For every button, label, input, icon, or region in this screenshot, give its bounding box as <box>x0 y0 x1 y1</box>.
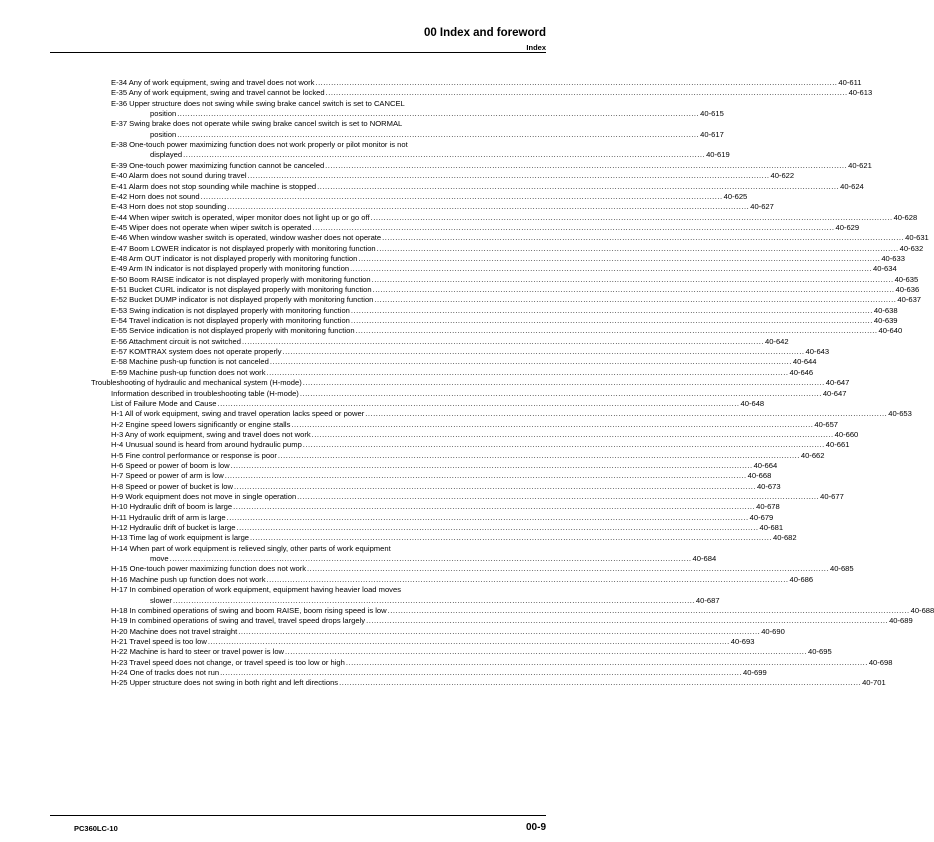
toc-entry-page: 40-615 <box>700 109 724 119</box>
toc-entry-title: E-55 Service indication is not displayed properly with monitoring function <box>111 326 355 336</box>
toc-entry-title: position <box>150 129 177 139</box>
toc-entry-title: H-22 Machine is hard to steer or travel power is low <box>111 647 285 657</box>
toc-entry-title: H-8 Speed or power of bucket is low <box>111 481 233 491</box>
toc-entry-title: E-37 Swing brake does not operate while swing brake cancel switch is set to NORMAL <box>111 119 403 129</box>
toc-entry <box>111 233 929 243</box>
toc-entry-title: E-45 Wiper does not operate when wiper switch is operated <box>111 222 312 232</box>
toc-entry-page: 40-688 <box>910 605 934 615</box>
toc-entry <box>111 544 546 554</box>
toc-entry-title: List of Failure Mode and Cause <box>111 398 217 408</box>
toc-leader-dots: ........................................................................................................................................................................................................ <box>233 481 756 491</box>
toc-entry <box>111 326 903 336</box>
toc-entry-title: E-47 Boom LOWER indicator is not displayed properly with monitoring function <box>111 243 376 253</box>
toc-entry-page: 40-668 <box>747 471 772 481</box>
toc-entry-page: 40-664 <box>753 460 778 470</box>
toc-entry <box>111 388 847 399</box>
toc-entry-title: position <box>150 109 177 119</box>
toc-entry <box>111 492 844 502</box>
toc-entry <box>111 626 785 637</box>
toc-entry-page: 40-643 <box>805 347 830 357</box>
toc-leader-dots: ........................................................................................................................................................................................................ <box>311 429 834 439</box>
toc-entry-title: H-10 Hydraulic drift of boom is large <box>111 502 233 512</box>
toc-entry-page: 40-647 <box>825 378 850 388</box>
toc-entry <box>111 78 862 88</box>
toc-leader-dots: ........................................................................................................................................................................................................ <box>226 512 749 522</box>
toc-entry-title: E-36 Upper structure does not swing while swing brake cancel switch is set to CANCEL <box>111 98 405 108</box>
toc-entry-title: E-44 When wiper switch is operated, wiper monitor does not light up or go off <box>111 212 370 222</box>
toc-entry <box>111 564 854 574</box>
header-subtitle: Index <box>526 43 546 52</box>
toc-entry <box>150 109 724 119</box>
toc-entry-page: 40-637 <box>897 295 922 305</box>
toc-entry-page: 40-647 <box>822 388 847 398</box>
toc-entry <box>111 160 872 171</box>
toc-entry <box>111 357 817 367</box>
toc-entry-page: 40-644 <box>792 357 817 367</box>
toc-entry-page: 40-632 <box>899 243 924 253</box>
toc-entry-title: E-49 Arm IN indicator is not displayed properly with monitoring function <box>111 264 350 274</box>
toc-leader-dots: ........................................................................................................................................................................................................ <box>200 191 723 201</box>
toc-leader-dots: ........................................................................................................................................................................................................ <box>325 160 848 170</box>
toc-entry <box>111 460 778 471</box>
toc-entry <box>111 253 905 264</box>
toc-leader-dots: ........................................................................................................................................................................................................ <box>238 626 761 636</box>
toc-entry <box>111 398 765 409</box>
toc-entry <box>111 222 860 233</box>
toc-entry <box>150 554 717 564</box>
toc-leader-dots: ........................................................................................................................................................................................................ <box>291 419 814 429</box>
toc-entry-page: 40-699 <box>743 667 767 677</box>
toc-entry <box>111 523 784 533</box>
toc-entry-page: 40-629 <box>835 222 860 232</box>
toc-leader-dots: ........................................................................................................................................................................................................ <box>358 253 881 263</box>
toc-entry-title: E-35 Any of work equipment, swing and travel cannot be locked <box>111 88 325 98</box>
toc-entry <box>111 419 839 430</box>
toc-entry <box>111 347 830 357</box>
toc-entry-title: move <box>150 554 169 564</box>
toc-entry-title: E-41 Alarm does not stop sounding while machine is stopped <box>111 181 317 191</box>
toc-entry-title: E-51 Bucket CURL indicator is not displayed properly with monitoring function <box>111 285 372 294</box>
toc-leader-dots: ........................................................................................................................................................................................................ <box>183 150 706 160</box>
toc-leader-dots: ........................................................................................................................................................................................................ <box>269 357 792 367</box>
toc-entry-page: 40-648 <box>740 398 765 408</box>
toc-leader-dots: ........................................................................................................................................................................................................ <box>345 657 868 667</box>
toc-entry <box>111 647 832 657</box>
toc-entry <box>111 336 789 347</box>
toc-entry-page: 40-642 <box>764 336 789 346</box>
toc-entry <box>111 512 774 523</box>
toc-entry-title: E-43 Horn does not stop sounding <box>111 202 227 212</box>
toc-entry-title: E-54 Travel indication is not displayed properly with monitoring function <box>111 316 350 326</box>
footer-page-number: 00-9 <box>525 822 546 833</box>
toc-entry <box>111 574 814 585</box>
toc-entry <box>111 202 774 212</box>
toc-leader-dots: ........................................................................................................................................................................................................ <box>312 222 835 232</box>
toc-entry-title: H-13 Time lag of work equipment is large <box>111 533 250 543</box>
toc-entry-page: 40-685 <box>829 564 854 574</box>
toc-entry <box>111 678 886 688</box>
footer-model: PC360LC-10 <box>74 824 118 833</box>
toc-leader-dots: ........................................................................................................................................................................................................ <box>350 305 873 315</box>
toc-entry-title: H-19 In combined operations of swing and travel, travel speed drops largely <box>111 616 366 626</box>
header-rule <box>50 52 546 53</box>
toc-entry-title: H-15 One-touch power maximizing function does not work <box>111 564 306 574</box>
toc-entry-page: 40-638 <box>873 305 898 315</box>
toc-entry-title: H-2 Engine speed lowers significantly or engine stalls <box>111 419 291 429</box>
toc-entry <box>111 305 898 316</box>
toc-entry <box>111 585 546 595</box>
toc-entry-title: E-38 One-touch power maximizing function does not work properly or pilot monitor is not <box>111 140 408 150</box>
toc-leader-dots: ........................................................................................................................................................................................................ <box>297 492 820 501</box>
toc-leader-dots: ........................................................................................................................................................................................................ <box>250 533 772 543</box>
toc-entry-title: H-23 Travel speed does not change, or travel speed is too low or high <box>111 657 345 667</box>
toc-entry-page: 40-625 <box>723 191 748 201</box>
toc-entry-page: 40-673 <box>756 481 781 491</box>
toc-leader-dots: ........................................................................................................................................................................................................ <box>299 388 822 398</box>
toc-entry-page: 40-678 <box>756 502 780 512</box>
toc-entry <box>111 605 934 616</box>
toc-leader-dots: ........................................................................................................................................................................................................ <box>217 398 740 408</box>
toc-leader-dots: ........................................................................................................................................................................................................ <box>302 378 825 388</box>
toc-entry-title: E-46 When window washer switch is operated, window washer does not operate <box>111 233 382 243</box>
toc-entry <box>111 450 825 461</box>
toc-entry-title: H-4 Unusual sound is heard from around hydraulic pump <box>111 440 302 450</box>
toc-leader-dots: ........................................................................................................................................................................................................ <box>224 471 747 481</box>
toc-entry-title: Troubleshooting of hydraulic and mechanical system (H-mode) <box>91 378 302 388</box>
toc-entry <box>150 129 724 140</box>
toc-entry-title: H-14 When part of work equipment is relieved singly, other parts of work equipment <box>111 543 391 553</box>
toc-entry <box>150 595 720 606</box>
toc-entry-title: E-34 Any of work equipment, swing and travel does not work <box>111 78 315 87</box>
toc-entry-title: H-16 Machine push up function does not work <box>111 574 266 584</box>
toc-entry-title: H-17 In combined operation of work equipment, equipment having heavier load moves <box>111 585 401 595</box>
toc-leader-dots: ........................................................................................................................................................................................................ <box>365 409 888 419</box>
toc-leader-dots: ........................................................................................................................................................................................................ <box>230 460 753 470</box>
toc-entry-page: 40-687 <box>695 595 720 605</box>
toc-leader-dots: ........................................................................................................................................................................................................ <box>302 440 825 450</box>
toc-entry-title: H-11 Hydraulic drift of arm is large <box>111 512 226 522</box>
toc-entry <box>111 191 748 202</box>
toc-entry-page: 40-681 <box>759 523 784 533</box>
toc-entry-page: 40-661 <box>825 440 850 450</box>
toc-leader-dots: ........................................................................................................................................................................................................ <box>382 233 905 243</box>
toc-entry-page: 40-677 <box>820 492 844 501</box>
toc-entry <box>111 119 546 129</box>
toc-entry-page: 40-693 <box>730 636 755 646</box>
toc-leader-dots: ........................................................................................................................................................................................................ <box>371 274 894 284</box>
toc-entry-title: E-50 Boom RAISE indicator is not displayed properly with monitoring function <box>111 274 371 284</box>
toc-entry <box>111 440 850 450</box>
toc-entry-title: E-57 KOMTRAX system does not operate properly <box>111 347 282 357</box>
toc-entry-page: 40-628 <box>893 212 918 222</box>
toc-entry-page: 40-701 <box>862 678 886 688</box>
toc-leader-dots: ........................................................................................................................................................................................................ <box>325 88 848 98</box>
toc-entry-page: 40-640 <box>878 326 903 336</box>
toc-entry <box>111 367 814 378</box>
toc-leader-dots: ........................................................................................................................................................................................................ <box>317 181 840 191</box>
toc-entry <box>111 171 795 181</box>
toc-entry-page: 40-646 <box>789 367 814 377</box>
toc-leader-dots: ........................................................................................................................................................................................................ <box>220 667 743 677</box>
toc-leader-dots: ........................................................................................................................................................................................................ <box>207 636 730 646</box>
toc-entry <box>111 657 893 668</box>
toc-leader-dots: ........................................................................................................................................................................................................ <box>307 564 829 574</box>
toc-entry-title: H-6 Speed or power of boom is low <box>111 460 230 470</box>
toc-entry-page: 40-634 <box>873 264 897 274</box>
toc-entry <box>111 212 918 223</box>
toc-entry <box>111 181 864 192</box>
toc-entry-page: 40-653 <box>888 409 912 419</box>
toc-leader-dots: ........................................................................................................................................................................................................ <box>339 678 862 688</box>
toc-leader-dots: ........................................................................................................................................................................................................ <box>282 347 805 357</box>
toc-entry-title: E-42 Horn does not sound <box>111 191 200 201</box>
toc-entry-title: H-3 Any of work equipment, swing and travel does not work <box>111 429 311 439</box>
toc-entry-page: 40-660 <box>834 429 859 439</box>
toc-leader-dots: ........................................................................................................................................................................................................ <box>350 264 873 274</box>
toc-leader-dots: ........................................................................................................................................................................................................ <box>233 502 756 512</box>
toc-entry-title: E-53 Swing indication is not displayed properly with monitoring function <box>111 305 350 315</box>
toc-entry-title: E-39 One-touch power maximizing function cannot be canceled <box>111 160 325 170</box>
toc-entry <box>111 409 912 419</box>
toc-leader-dots: ........................................................................................................................................................................................................ <box>350 316 873 326</box>
toc-entry-title: H-21 Travel speed is too low <box>111 636 207 646</box>
toc-leader-dots: ........................................................................................................................................................................................................ <box>387 605 910 615</box>
toc-entry <box>111 285 920 295</box>
toc-entry <box>111 502 780 512</box>
toc-entry-title: H-9 Work equipment does not move in single operation <box>111 492 297 501</box>
toc-entry-page: 40-639 <box>873 316 898 326</box>
toc-entry-title: H-24 One of tracks does not run <box>111 667 220 677</box>
toc-entry <box>111 295 922 305</box>
toc-entry-page: 40-617 <box>700 129 724 139</box>
toc-leader-dots: ........................................................................................................................................................................................................ <box>374 295 897 305</box>
toc-entry-title: Information described in troubleshooting table (H-mode) <box>111 388 299 398</box>
toc-entry-title: E-52 Bucket DUMP indicator is not displayed properly with monitoring function <box>111 295 374 305</box>
toc-entry-title: H-12 Hydraulic drift of bucket is large <box>111 523 236 533</box>
toc-entry-title: H-5 Fine control performance or response is poor <box>111 450 277 460</box>
toc-leader-dots: ........................................................................................................................................................................................................ <box>236 523 759 533</box>
toc-entry-page: 40-689 <box>889 616 913 626</box>
footer-rule <box>50 815 546 816</box>
toc-entry-page: 40-622 <box>770 171 795 181</box>
toc-leader-dots: ........................................................................................................................................................................................................ <box>370 212 893 222</box>
toc-leader-dots: ........................................................................................................................................................................................................ <box>266 367 789 377</box>
toc-leader-dots: ........................................................................................................................................................................................................ <box>366 616 889 626</box>
toc-leader-dots: ........................................................................................................................................................................................................ <box>172 595 695 605</box>
toc-entry-page: 40-636 <box>895 285 920 294</box>
toc-entry-title: E-48 Arm OUT indicator is not displayed properly with monitoring function <box>111 253 358 263</box>
toc-entry-page: 40-621 <box>848 160 872 170</box>
toc-leader-dots: ........................................................................................................................................................................................................ <box>315 78 838 87</box>
toc-leader-dots: ........................................................................................................................................................................................................ <box>242 336 764 346</box>
toc-leader-dots: ........................................................................................................................................................................................................ <box>285 647 808 657</box>
toc-entry-title: H-18 In combined operations of swing and boom RAISE, boom rising speed is low <box>111 605 387 615</box>
toc-entry <box>111 636 755 647</box>
toc-entry <box>111 533 797 543</box>
toc-entry <box>111 481 781 492</box>
toc-entry <box>111 243 924 254</box>
toc-entry-title: E-40 Alarm does not sound during travel <box>111 171 247 181</box>
toc-entry-title: H-1 All of work equipment, swing and travel operation lacks speed or power <box>111 409 365 419</box>
toc-entry-title: H-20 Machine does not travel straight <box>111 626 238 636</box>
toc-entry <box>111 88 873 98</box>
toc-entry-title: E-59 Machine push-up function does not work <box>111 367 266 377</box>
toc-entry-page: 40-613 <box>848 88 873 98</box>
toc-entry-page: 40-686 <box>789 574 814 584</box>
toc-entry-page: 40-690 <box>761 626 785 636</box>
toc-entry-page: 40-695 <box>808 647 832 657</box>
toc-entry-page: 40-619 <box>706 150 730 160</box>
toc-entry <box>111 316 898 326</box>
toc-leader-dots: ........................................................................................................................................................................................................ <box>277 450 800 460</box>
toc-entry <box>111 616 913 626</box>
toc-entry-title: E-56 Attachment circuit is not switched <box>111 336 241 346</box>
toc-leader-dots: ........................................................................................................................................................................................................ <box>372 285 895 294</box>
toc-leader-dots: ........................................................................................................................................................................................................ <box>266 574 789 584</box>
toc-entry <box>111 274 919 285</box>
toc-entry-title: H-7 Speed or power of arm is low <box>111 471 224 481</box>
toc-entry-page: 40-662 <box>800 450 825 460</box>
toc-leader-dots: ........................................................................................................................................................................................................ <box>169 554 692 564</box>
toc-entry-page: 40-633 <box>881 253 905 263</box>
toc-entry-title: displayed <box>150 150 183 160</box>
toc-entry <box>150 150 730 160</box>
toc-entry-page: 40-627 <box>750 202 774 212</box>
toc-entry-page: 40-682 <box>772 533 797 543</box>
toc-entry-page: 40-679 <box>749 512 774 522</box>
toc-entry-page: 40-624 <box>840 181 864 191</box>
toc-entry <box>111 264 897 274</box>
toc-leader-dots: ........................................................................................................................................................................................................ <box>376 243 899 253</box>
toc-leader-dots: ........................................................................................................................................................................................................ <box>227 202 750 212</box>
toc-entry <box>111 99 546 109</box>
toc-entry <box>111 140 546 150</box>
toc-entry-page: 40-698 <box>868 657 893 667</box>
toc-entry <box>91 378 850 388</box>
toc-entry-title: E-58 Machine push-up function is not canceled <box>111 357 269 367</box>
header-title: 00 Index and foreword <box>423 27 546 39</box>
toc-entry-page: 40-611 <box>838 78 862 87</box>
toc-entry <box>111 429 859 440</box>
toc-entry-page: 40-657 <box>814 419 839 429</box>
toc-entry-page: 40-635 <box>894 274 919 284</box>
toc-leader-dots: ........................................................................................................................................................................................................ <box>177 129 700 139</box>
toc-leader-dots: ........................................................................................................................................................................................................ <box>247 171 770 181</box>
toc-leader-dots: ........................................................................................................................................................................................................ <box>355 326 878 336</box>
toc-leader-dots: ........................................................................................................................................................................................................ <box>177 109 700 119</box>
toc-entry-title: slower <box>150 595 172 605</box>
toc-entry-title: H-25 Upper structure does not swing in both right and left directions <box>111 678 339 688</box>
toc-entry <box>111 471 772 481</box>
toc-entry <box>111 667 767 678</box>
toc-entry-page: 40-631 <box>905 233 929 243</box>
toc-entry-page: 40-684 <box>692 554 717 564</box>
